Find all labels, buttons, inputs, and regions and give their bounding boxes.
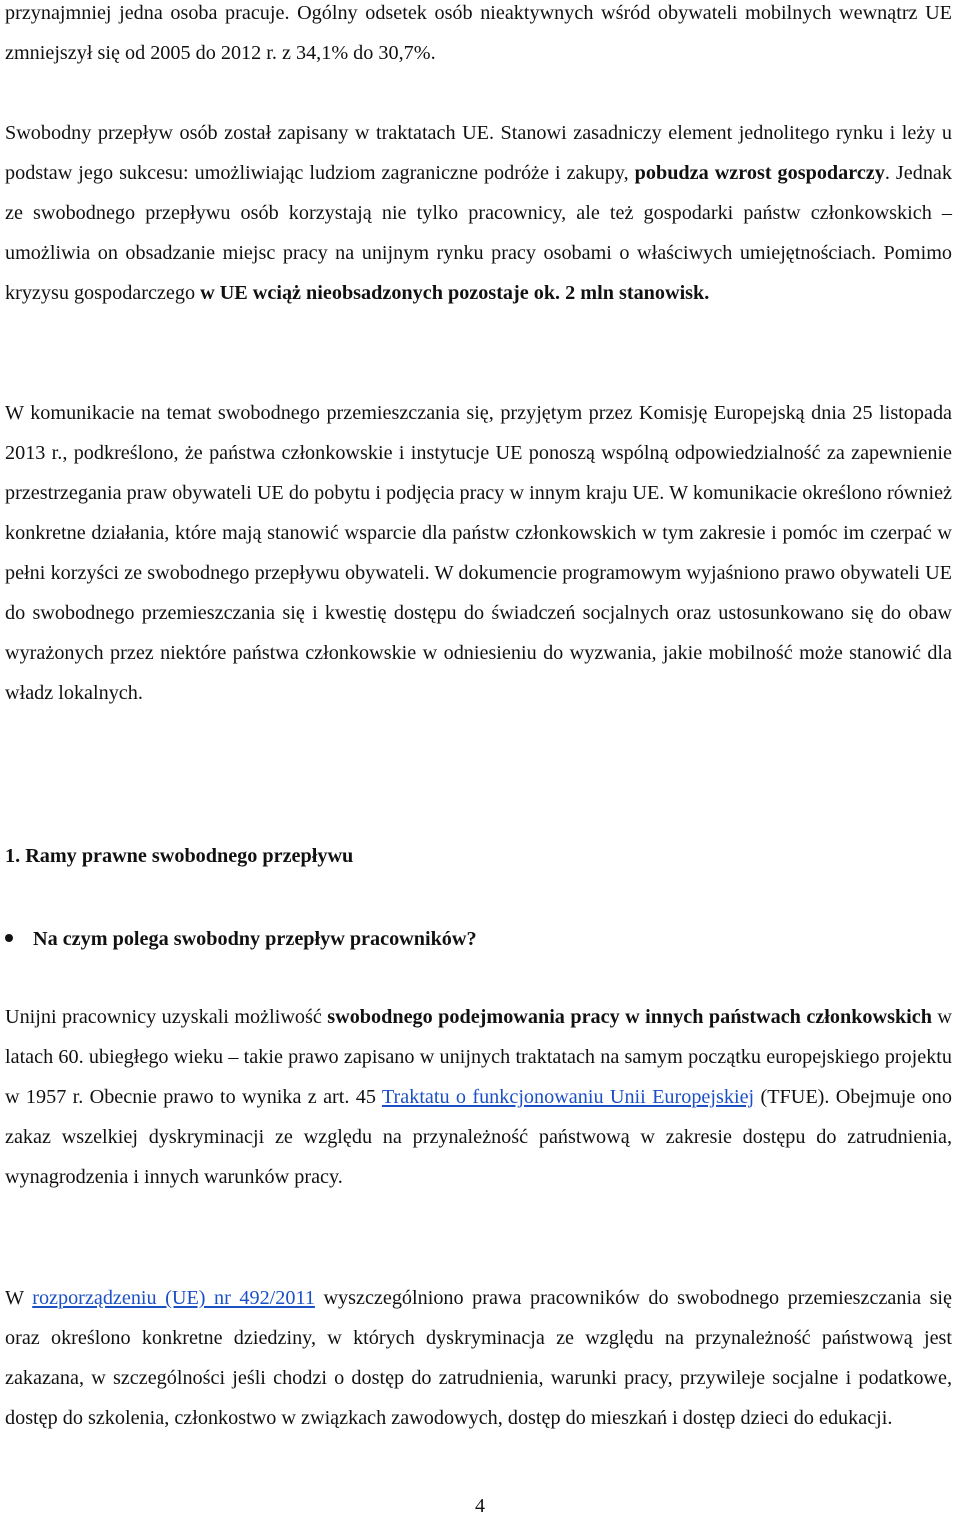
paragraph-text: Unijni pracownicy uzyskali możliwość bbox=[5, 1006, 328, 1028]
paragraph-workers bbox=[5, 997, 952, 1197]
paragraph-text: wyszczególniono prawa pracowników do swobodnego przemieszczania się oraz określono konkretne dziedziny, w których dyskryminacja ze względu na przynależność państwową jest zakazana, w szczególności jeśli chodzi o dostęp do zatrudnienia, warunki pracy, przywileje socjalne i podatkowe, dostęp do szkolenia, członkostwo w związkach zawodowych, dostęp do mieszkań i dostęp dzieci do edukacji. bbox=[5, 1287, 952, 1429]
paragraph-text: w latach 60. ubiegłego wieku – takie prawo zapisano w unijnych traktatach na samym początku europejskiego projektu w 1957 r. Obecnie prawo to wynika z art. 45 bbox=[5, 1006, 953, 1108]
section-heading: 1. Ramy prawne swobodnego przepływu bbox=[5, 845, 354, 867]
paragraph-free-movement bbox=[5, 113, 952, 313]
paragraph-text: . Jednak ze swobodnego przepływu osób korzystają nie tylko pracownicy, ale też gospodarki państw członkowskich – umożliwia on obsadzanie miejsc pracy na unijnym rynku pracy osobami o właściwych umiejętnościach. Pomimo kryzysu gospodarczego bbox=[5, 162, 952, 304]
paragraph-text: W komunikacie na temat swobodnego przemieszczania się, przyjętym przez Komisję Europejską dnia 25 listopada 2013 r., podkreślono, że państwa członkowskie i instytucje UE ponoszą wspólną odpowiedzialność za zapewnienie przestrzegania praw obywateli UE do pobytu i podjęcia pracy w innym kraju UE. W komunikacie określono również konkretne działania, które mają stanowić wsparcie dla państw członkowskich w tym zakresie i pomóc im czerpać w pełni korzyści ze swobodnego przepływu obywateli. W dokumencie programowym wyjaśniono prawo obywateli UE do swobodnego przemieszczania się i kwestię dostępu do świadczeń socjalnych oraz ustosunkowano się do obaw wyrażonych przez niektóre państwa członkowskie w odniesieniu do wyzwania, jakie mobilność może stanowić dla władz lokalnych. bbox=[5, 402, 952, 704]
paragraph-regulation bbox=[5, 1278, 952, 1438]
paragraph-intro bbox=[5, 0, 952, 73]
bullet-question: Na czym polega swobodny przepływ pracowników? bbox=[33, 928, 477, 950]
paragraph-communication bbox=[5, 393, 952, 713]
regulation-link[interactable]: rozporządzeniu (UE) nr 492/2011 bbox=[32, 1287, 315, 1309]
bold-text: pobudza wzrost gospodarczy bbox=[634, 162, 885, 184]
bold-text: swobodnego podejmowania pracy w innych państwach członkowskich bbox=[327, 1006, 932, 1028]
page-number: 4 bbox=[475, 1495, 485, 1517]
paragraph-text: (TFUE). Obejmuje ono zakaz wszelkiej dyskryminacji ze względu na przynależność państwową w zakresie dostępu do zatrudnienia, wynagrodzenia i innych warunków pracy. bbox=[5, 1086, 952, 1188]
paragraph-text: Swobodny przepływ osób został zapisany w traktatach UE. Stanowi zasadniczy element jednolitego rynku i leży u podstaw jego sukcesu: umożliwiając ludziom zagraniczne podróże i zakupy, bbox=[5, 122, 952, 184]
tfeu-link[interactable]: Traktatu o funkcjonowaniu Unii Europejskiej bbox=[381, 1086, 755, 1108]
paragraph-text: W bbox=[5, 1287, 33, 1309]
bullet-icon bbox=[5, 934, 13, 942]
bold-text: w UE wciąż nieobsadzonych pozostaje ok. 2 mln stanowisk. bbox=[200, 282, 710, 304]
paragraph-text: przynajmniej jedna osoba pracuje. Ogólny odsetek osób nieaktywnych wśród obywateli mobilnych wewnątrz UE zmniejszył się od 2005 do 2012 r. z 34,1% do 30,7%. bbox=[5, 2, 952, 64]
